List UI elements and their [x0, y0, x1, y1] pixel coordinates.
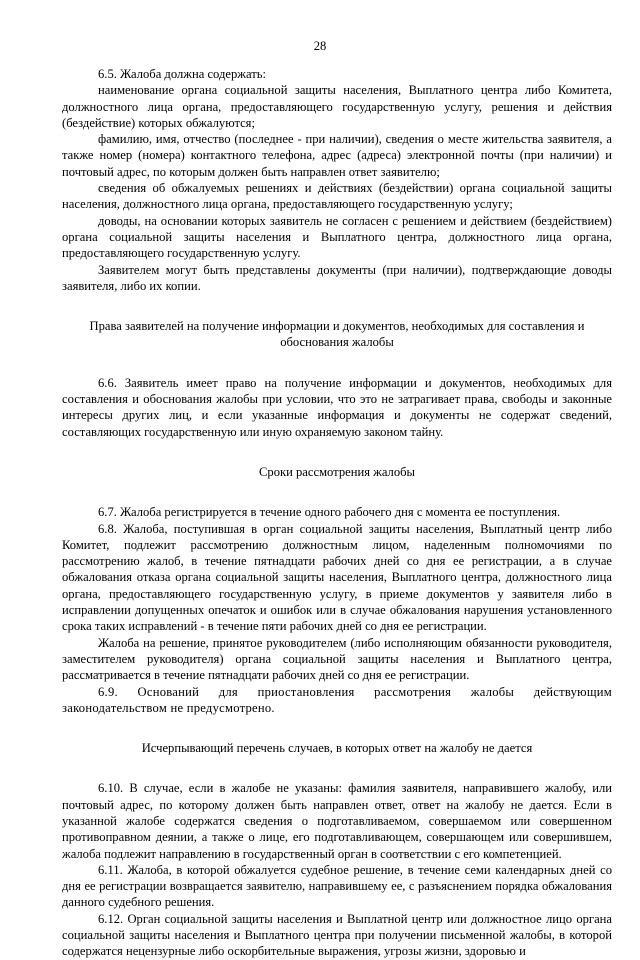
heading-exhaustive-list: Исчерпывающий перечень случаев, в которых ответ на жалобу не дается: [141, 741, 533, 756]
section-exhaustive-list: [62, 780, 612, 959]
heading-terms: Сроки рассмотрения жалобы: [259, 464, 415, 479]
section-terms: [62, 504, 612, 716]
section-complaint-contents: [62, 66, 612, 294]
paragraph: 6.8. Жалоба, поступившая в орган социальной защиты населения, Выплатный центр либо Комитет, подлежит рассмотрению должностным лицом, наделенным полномочиями по рассмотрению жалоб, в течение пятнадцати рабочих дней со дня ее регистрации, а в случае обжалования отказа органа социальной защиты населения, Выплатного центра, должностного лица органа, предоставляющего государственную услугу, в приеме документов у заявителя либо в исправлении допущенных опечаток и ошибок или в случае обжалования нарушения установленного срока таких исправлений - в течение пяти рабочих дней со дня ее регистрации.: [62, 521, 612, 634]
paragraph: Заявителем могут быть представлены документы (при наличии), подтверждающие доводы заявителя, либо их копии.: [62, 262, 612, 293]
paragraph: 6.6. Заявитель имеет право на получение информации и документов, необходимых для составления и обоснования жалобы при условии, что это не затрагивает права, свободы и законные интересы других лиц, и если указанные информация и документы не содержат сведений, составляющих государственную или иную охраняемую законом тайну.: [62, 375, 612, 439]
paragraph: фамилию, имя, отчество (последнее - при наличии), сведения о месте жительства заявителя, а также номер (номера) контактного телефона, адрес (адреса) электронной почты (при наличии) и почтовый адрес, по которым должен быть направлен ответ заявителю;: [62, 132, 612, 179]
paragraph: 6.5. Жалоба должна содержать:: [98, 67, 266, 81]
section-rights: [62, 375, 612, 440]
heading-rights: Права заявителей на получение информации и документов, необходимых для составления и обоснования жалобы: [89, 319, 585, 350]
paragraph: 6.12. Орган социальной защиты населения и Выплатной центр или должностное лицо органа социальной защиты населения и Выплатного центра при получении письменной жалобы, в которой содержатся нецензурные либо оскорбительные выражения, угрозы жизни, здоровью и: [62, 911, 612, 959]
page-number: 28: [313, 39, 327, 53]
paragraph: Жалоба на решение, принятое руководителем (либо исполняющим обязанности руководителя, заместителем руководителя) органа социальной защиты населения и Выплатного центра, рассматривается в течение пятнадцати рабочих дней со дня ее регистрации.: [62, 635, 612, 683]
paragraph: наименование органа социальной защиты населения, Выплатного центра либо Комитета, должностного лица органа, предоставляющего государственную услугу, решения и действия (бездействие) которых обжалуются;: [62, 83, 612, 130]
paragraph: 6.9. Оснований для приостановления рассмотрения жалобы действующим законодательством не предусмотрено.: [62, 684, 612, 715]
paragraph: доводы, на основании которых заявитель не согласен с решением и действием (бездействием) органа социальной защиты населения и Выплатного центра, должностного лица органа, предоставляющего государственную услугу.: [62, 213, 612, 261]
paragraph: 6.10. В случае, если в жалобе не указаны: фамилия заявителя, направившего жалобу, или почтовый адрес, по которому должен быть направлен ответ, ответ на жалобу не дается. Если в указанной жалобе содержатся сведения о подготавливаемом, совершаемом или совершенном противоправном деянии, а также о лице, его подготавливающем, совершающем или совершившем, жалоба подлежит направлению в государственный орган в соответствии с его компетенцией.: [62, 781, 612, 861]
paragraph: 6.11. Жалоба, в которой обжалуется судебное решение, в течение семи календарных дней со дня ее регистрации возвращается заявителю, направившему ее, с разъяснением порядка обжалования данного судебного решения.: [62, 862, 612, 910]
paragraph: сведения об обжалуемых решениях и действиях (бездействии) органа социальной защиты населения, должностного лица органа, предоставляющего государственную услугу;: [62, 181, 612, 212]
paragraph: 6.7. Жалоба регистрируется в течение одного рабочего дня с момента ее поступления.: [98, 505, 561, 520]
document-body: [62, 66, 612, 960]
